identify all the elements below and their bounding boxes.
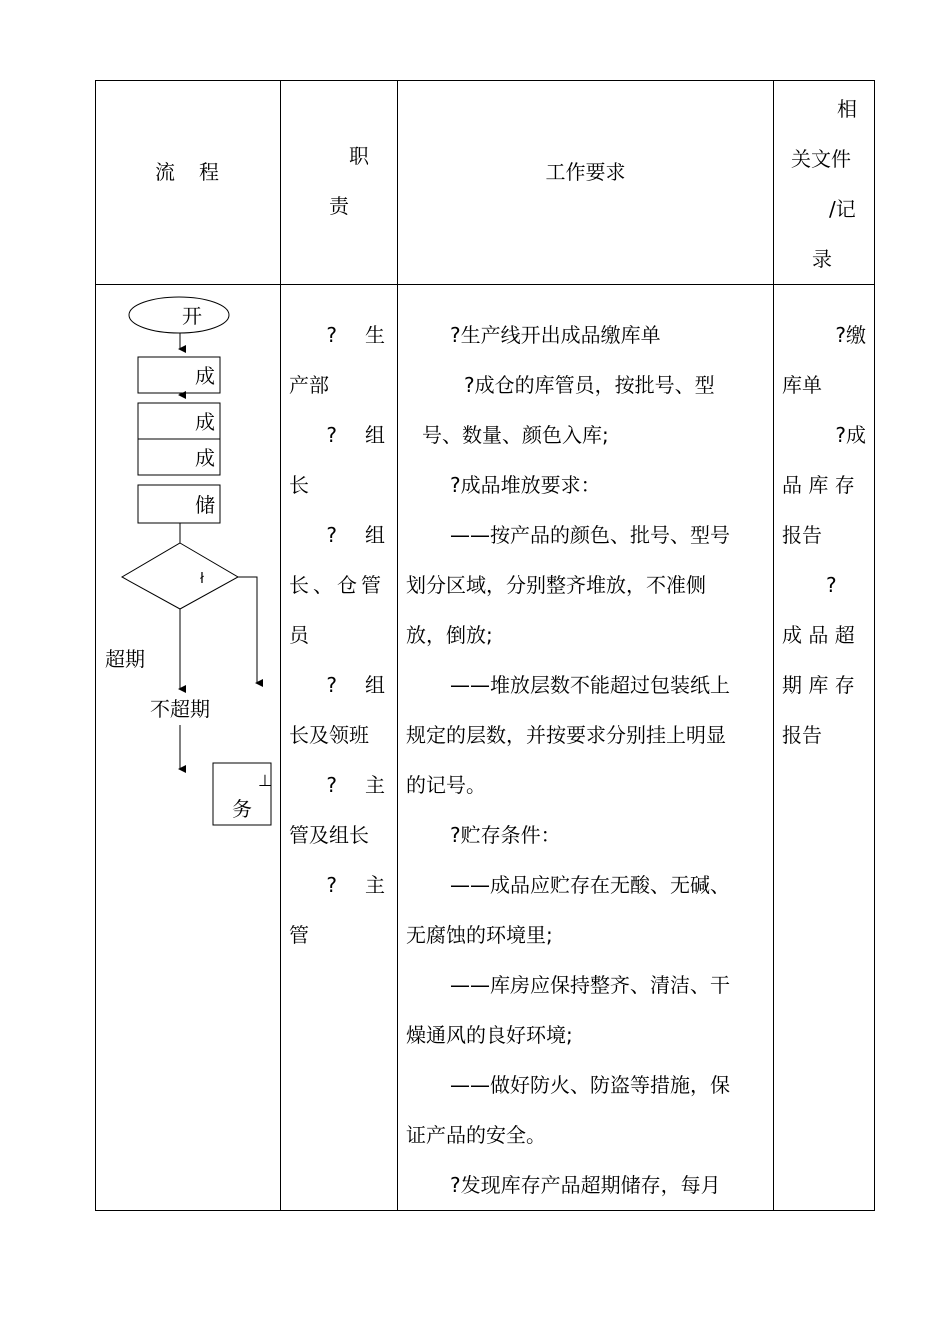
- content-row: [96, 285, 875, 1211]
- header-docs-line3: /记: [829, 197, 856, 221]
- header-work-cell: [398, 81, 774, 285]
- work-line: 的记号。: [406, 773, 486, 797]
- flow-box3-label: 成: [195, 446, 215, 470]
- header-flow-cell: [96, 81, 281, 285]
- flow-decision-label: ł: [200, 571, 204, 587]
- duty-line: ? 生: [326, 323, 389, 347]
- flow-box2-label: 成: [195, 410, 215, 434]
- work-line: 号、数量、颜色入库;: [422, 423, 609, 447]
- work-line: 证产品的安全。: [406, 1123, 546, 1147]
- header-work: 工作要求: [545, 160, 626, 184]
- work-line: 划分区域，分别整齐堆放，不准侧: [406, 573, 706, 597]
- decision-shape: [122, 543, 238, 609]
- doc-line: ?缴: [835, 323, 866, 347]
- work-line: ?发现库存产品超期储存，每月: [450, 1173, 721, 1197]
- work-line: ?贮存条件：: [450, 823, 561, 847]
- doc-line: ?成: [835, 423, 866, 447]
- flow-box5-top-label: ⊥: [258, 771, 272, 790]
- work-line: 规定的层数，并按要求分别挂上明显: [406, 723, 726, 747]
- work-line: 无腐蚀的环境里;: [406, 923, 553, 947]
- work-line: ——堆放层数不能超过包装纸上: [450, 673, 730, 697]
- duty-line: 长及领班: [289, 723, 369, 747]
- header-row: [96, 81, 875, 285]
- process-table: [95, 80, 875, 1211]
- work-line: 燥通风的良好环境;: [406, 1023, 573, 1047]
- flowchart-cell: [96, 285, 281, 1211]
- duty-line: 长、仓管: [289, 573, 385, 597]
- doc-line: 库单: [782, 373, 822, 397]
- flow-start-label: 开: [182, 304, 202, 328]
- duty-line: 管及组长: [289, 823, 369, 847]
- duty-line: ? 组: [326, 673, 389, 697]
- flow-box4-label: 储: [195, 493, 215, 517]
- doc-line: 报告: [782, 723, 822, 747]
- header-duty-line2: 责: [329, 194, 349, 218]
- flow-box5-label: 务: [232, 797, 252, 821]
- flow-not-overdue-label: 不超期: [150, 697, 210, 721]
- duty-line: ? 主: [326, 773, 389, 797]
- docs-list: [774, 285, 874, 760]
- duty-line: ? 组: [326, 423, 389, 447]
- duty-line: 产部: [289, 373, 329, 397]
- header-flow: 流 程: [155, 160, 221, 184]
- header-duty-cell: [281, 81, 398, 285]
- doc-line: 期 库 存: [782, 673, 855, 697]
- work-line: ——成品应贮存在无酸、无碱、: [450, 873, 730, 897]
- work-line: ?成品堆放要求：: [450, 473, 601, 497]
- work-line: 放，倒放;: [406, 623, 493, 647]
- header-docs-line4: 录: [812, 247, 832, 271]
- work-cell: [398, 285, 774, 1211]
- header-docs-cell: [774, 81, 875, 285]
- work-line: ——库房应保持整齐、清洁、干: [450, 973, 730, 997]
- work-line: ?成仓的库管员，按批号、型: [464, 373, 715, 397]
- duty-list: [281, 285, 397, 960]
- duty-cell: [281, 285, 398, 1211]
- duty-line: 长: [289, 473, 309, 497]
- flow-box1-label: 成: [195, 364, 215, 388]
- doc-line: ?: [826, 573, 837, 597]
- duty-line: 管: [289, 923, 309, 947]
- start-shape: [129, 297, 229, 333]
- work-list: [398, 285, 773, 1210]
- header-docs-line2: 关文件: [791, 147, 851, 171]
- flowchart-lines: [96, 285, 280, 1205]
- flow-overdue-label: 超期: [105, 647, 145, 671]
- doc-line: 品 库 存: [782, 473, 855, 497]
- doc-line: 成 品 超: [782, 623, 855, 647]
- duty-line: ? 主: [326, 873, 389, 897]
- duty-line: 员: [289, 623, 309, 647]
- work-line: ——做好防火、防盗等措施，保: [450, 1073, 730, 1097]
- duty-line: ? 组: [326, 523, 389, 547]
- header-docs-line1: 相: [837, 97, 857, 121]
- docs-cell: [774, 285, 875, 1211]
- work-line: ?生产线开出成品缴库单: [450, 323, 661, 347]
- doc-line: 报告: [782, 523, 822, 547]
- work-line: ——按产品的颜色、批号、型号: [450, 523, 730, 547]
- header-duty-line1: 职: [349, 144, 369, 168]
- flowchart: [96, 285, 280, 1205]
